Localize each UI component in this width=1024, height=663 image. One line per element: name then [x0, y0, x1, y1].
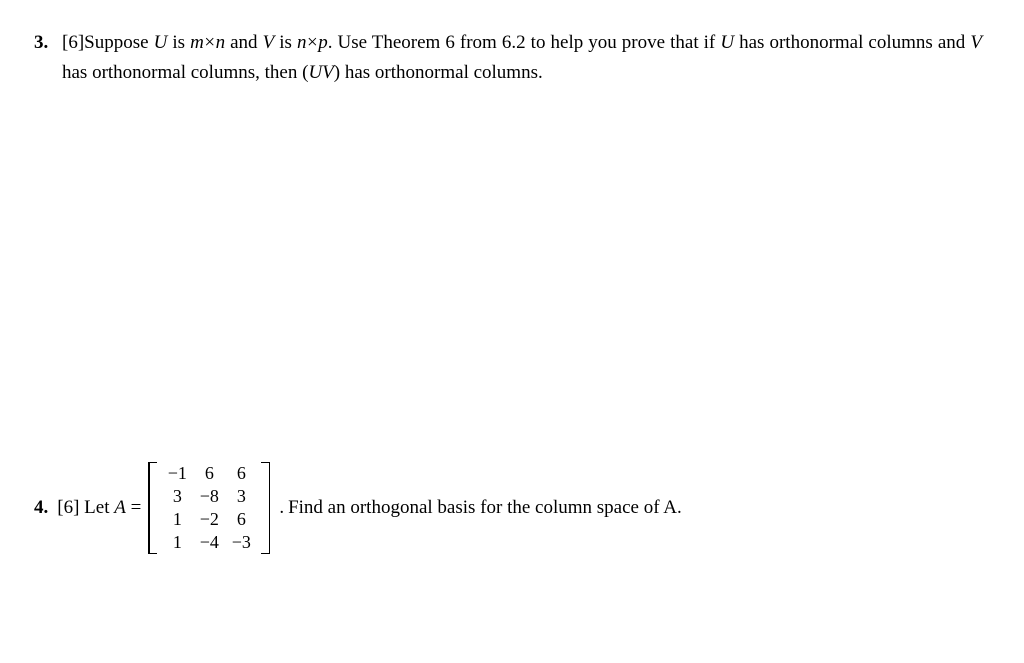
math-times-2: ×: [306, 32, 318, 53]
problem-3-text-part5: . Use Theorem 6 from 6.2 to help you prove that if: [327, 32, 721, 53]
matrix-cell: 6: [236, 509, 246, 529]
matrix-cell: 1: [172, 532, 182, 552]
matrix-cell: −1: [167, 463, 187, 483]
problem-3: [34, 28, 982, 88]
problem-4-instruction: Find an orthogonal basis for the column space of A.: [288, 497, 682, 518]
table-row: [161, 485, 257, 508]
matrix-cell: 3: [172, 486, 182, 506]
problem-4-period: .: [279, 497, 285, 518]
matrix-cell: 6: [204, 463, 214, 483]
problem-3-text-part6: has orthonormal columns and: [734, 32, 971, 53]
math-var-U2: U: [720, 32, 735, 53]
matrix-cell: 3: [236, 486, 246, 506]
problem-4-lead-text: Let: [84, 497, 115, 518]
problem-4-points: [6]: [57, 497, 80, 518]
table-row: [161, 462, 257, 485]
problem-3-text: [62, 28, 982, 88]
problem-4-tail: [278, 497, 681, 519]
matrix-cell: 1: [172, 509, 182, 529]
problem-3-text-part8: ) has orthonormal columns.: [333, 62, 543, 83]
math-var-V: V: [262, 32, 275, 53]
problem-4-lead: [57, 497, 141, 519]
table-row: [161, 531, 257, 554]
problem-3-text-part1: Suppose: [84, 32, 154, 53]
matrix-cell: −4: [199, 532, 219, 552]
math-var-V2: V: [970, 32, 982, 53]
math-dim-n2: n: [296, 32, 307, 53]
problem-3-points: [6]: [62, 32, 85, 53]
matrix-A: [148, 462, 270, 554]
problem-4-number: 4.: [34, 497, 49, 518]
matrix-bracket-left: [148, 462, 157, 554]
math-times-1: ×: [204, 32, 216, 53]
math-var-A: A: [114, 497, 126, 518]
problem-3-text-part3: and: [225, 32, 263, 53]
math-dim-n: n: [215, 32, 226, 53]
problem-3-text-part7: has orthonormal columns, then (: [62, 62, 309, 83]
problem-4-equals: =: [125, 497, 142, 518]
matrix-cell: −2: [199, 509, 219, 529]
problem-3-text-part2: is: [167, 32, 191, 53]
problem-4: [34, 462, 682, 554]
math-var-U: U: [153, 32, 168, 53]
matrix-cell: 6: [236, 463, 246, 483]
matrix-A-table: [161, 462, 257, 554]
matrix-cell: −3: [231, 532, 251, 552]
problem-3-row: [34, 28, 982, 88]
table-row: [161, 508, 257, 531]
problem-3-number: 3.: [34, 32, 49, 53]
math-dim-m: m: [190, 32, 204, 53]
matrix-cell: −8: [199, 486, 219, 506]
problem-3-text-part4: is: [274, 32, 297, 53]
math-dim-p: p: [318, 32, 328, 53]
math-var-UV: UV: [308, 62, 334, 83]
matrix-bracket-right: [261, 462, 270, 554]
